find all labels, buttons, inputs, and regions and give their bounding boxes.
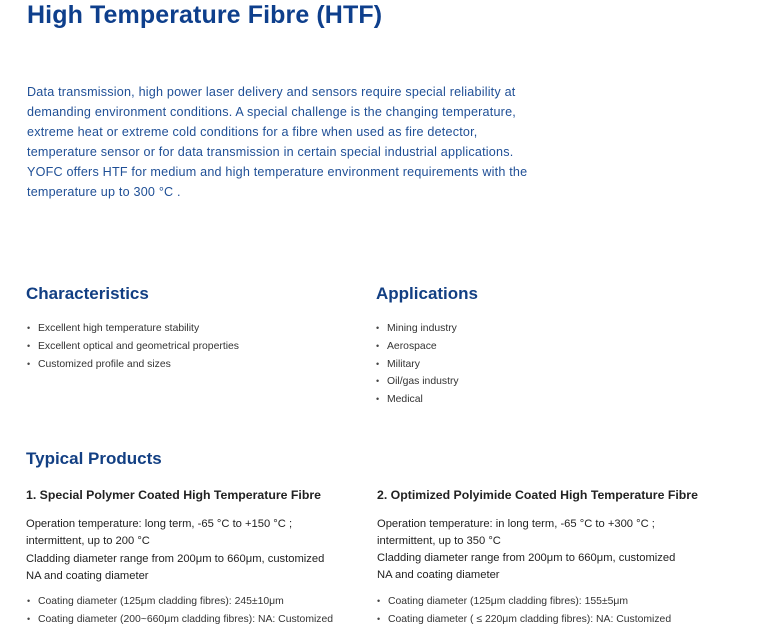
product-spec-item: • Coating diameter (125μm cladding fibres): 245±10μm [27,593,333,611]
application-item: • Aerospace [376,338,459,356]
applications-heading: Applications [376,284,479,303]
applications-list [376,320,459,409]
product-operation-temperature: Operation temperature: long term, -65 °C to +150 °C ; intermittent, up to 200 °C [26,518,293,547]
product-spec-item: • Coating diameter ( ≤ 220μm cladding fibres): NA: Customized [377,611,671,629]
page-title: High Temperature Fibre (HTF) [27,1,383,29]
characteristic-item: • Customized profile and sizes [27,356,239,374]
characteristic-item: • Excellent optical and geometrical properties [27,338,239,356]
application-item: • Mining industry [376,320,459,338]
product-cladding-diameter: Cladding diameter range from 200μm to 660μm, customized NA and coating diameter [26,553,325,582]
product-cladding-diameter: Cladding diameter range from 200μm to 660μm, customized NA and coating diameter [377,552,676,581]
product-operation-temperature: Operation temperature: in long term, -65 °C to +300 °C ; intermittent, up to 350 °C [377,518,655,547]
characteristics-list [27,320,239,373]
typical-products-heading: Typical Products [26,449,162,468]
application-item: • Medical [376,391,459,409]
product-spec-item: • Coating diameter (125μm cladding fibres): 155±5μm [377,593,671,611]
product-spec-list [27,593,333,629]
product-title: 1. Special Polymer Coated High Temperature Fibre [26,488,321,502]
characteristic-item: • Excellent high temperature stability [27,320,239,338]
product-spec-list [377,593,671,629]
characteristics-heading: Characteristics [26,284,149,303]
application-item: • Military [376,356,459,374]
intro-paragraph: Data transmission, high power laser delivery and sensors require special reliability at demanding environment conditions. A special challenge is the changing temperature, extreme heat or extreme cold conditions for a fibre when used as fire detector, temperature sensor or for data transmission in certain special industrial applications. YOFC offers HTF for medium and high temperature environment requirements with the temperature up to 300 °C . [27,85,528,199]
product-spec-item: • Coating diameter (200~660μm cladding fibres): NA: Customized [27,611,333,629]
product-title: 2. Optimized Polyimide Coated High Temperature Fibre [377,488,698,502]
application-item: • Oil/gas industry [376,373,459,391]
